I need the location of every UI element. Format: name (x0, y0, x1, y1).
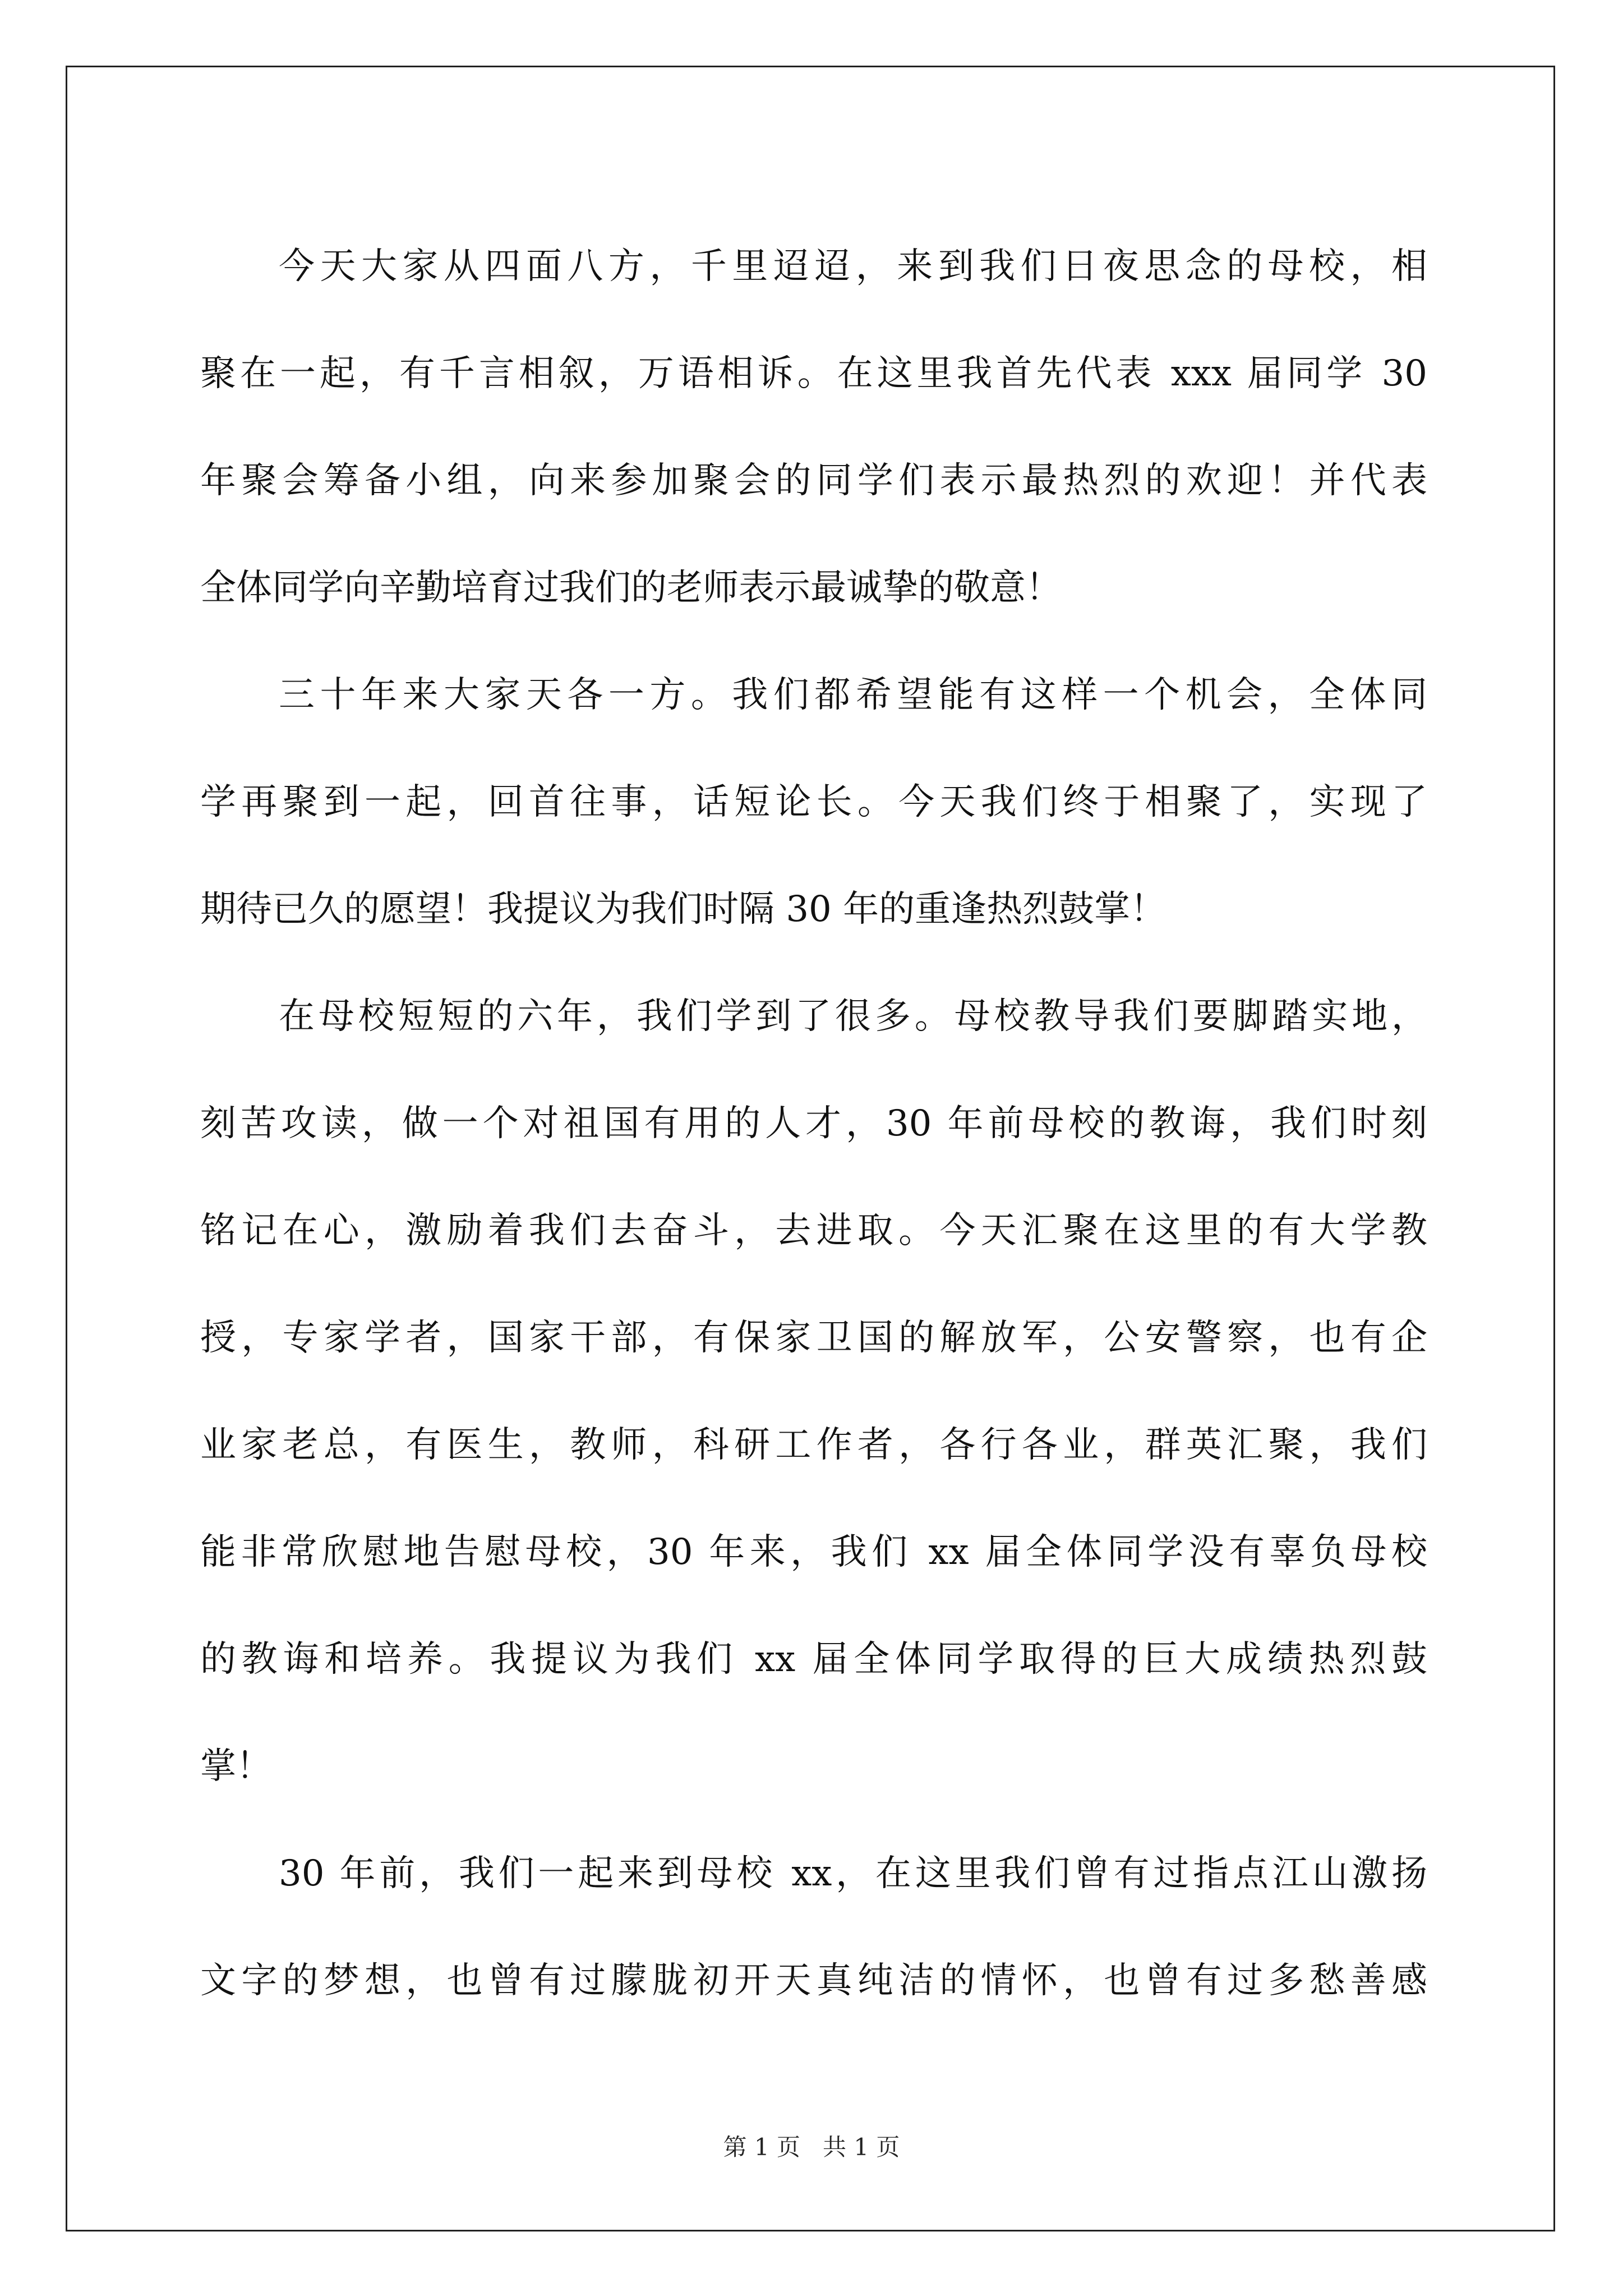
paragraph-line: 能非常欣慰地告慰母校，30 年来，我们 xx 届全体同学没有辜负母校 (200, 1531, 1427, 1573)
paragraph-line: 30 年前，我们一起来到母校 xx，在这里我们曾有过指点江山激扬 (279, 1853, 1427, 1894)
paragraph-line: 刻苦攻读，做一个对祖国有用的人才，30 年前母校的教诲，我们时刻 (200, 1103, 1427, 1144)
page-footer (0, 2129, 1623, 2162)
page-number: 第 1 页 (723, 2133, 800, 2161)
page-total: 共 1 页 (823, 2133, 900, 2161)
paragraph-3 (200, 963, 1427, 1820)
paragraph-1 (200, 213, 1427, 642)
paragraph-line: 授，专家学者，国家干部，有保家卫国的解放军，公安警察，也有企 (200, 1317, 1427, 1359)
paragraph-line: 文字的梦想，也曾有过朦胧初开天真纯洁的情怀，也曾有过多愁善感 (200, 1960, 1427, 2001)
paragraph-line: 期待已久的愿望！我提议为我们时隔 30 年的重逢热烈鼓掌！ (200, 889, 1166, 930)
document-body (200, 213, 1427, 2035)
paragraph-line: 今天大家从四面八方，千里迢迢，来到我们日夜思念的母校，相 (279, 246, 1427, 287)
paragraph-line: 的教诲和培养。我提议为我们 xx 届全体同学取得的巨大成绩热烈鼓 (200, 1639, 1427, 1680)
paragraph-line: 年聚会筹备小组，向来参加聚会的同学们表示最热烈的欢迎！并代表 (200, 460, 1427, 501)
paragraph-line: 铭记在心，激励着我们去奋斗，去进取。今天汇聚在这里的有大学教 (200, 1210, 1427, 1251)
paragraph-line: 在母校短短的六年，我们学到了很多。母校教导我们要脚踏实地， (279, 996, 1427, 1037)
paragraph-4 (200, 1820, 1427, 2035)
paragraph-2 (200, 642, 1427, 963)
paragraph-line: 学再聚到一起，回首往事，话短论长。今天我们终于相聚了，实现了 (200, 781, 1427, 823)
paragraph-line: 掌！ (200, 1746, 272, 1787)
paragraph-line: 三十年来大家天各一方。我们都希望能有这样一个机会，全体同 (279, 674, 1427, 716)
paragraph-line: 全体同学向辛勤培育过我们的老师表示最诚挚的敬意！ (200, 567, 1062, 609)
paragraph-line: 聚在一起，有千言相叙，万语相诉。在这里我首先代表 xxx 届同学 30 (200, 353, 1427, 394)
paragraph-line: 业家老总，有医生，教师，科研工作者，各行各业，群英汇聚，我们 (200, 1424, 1427, 1466)
